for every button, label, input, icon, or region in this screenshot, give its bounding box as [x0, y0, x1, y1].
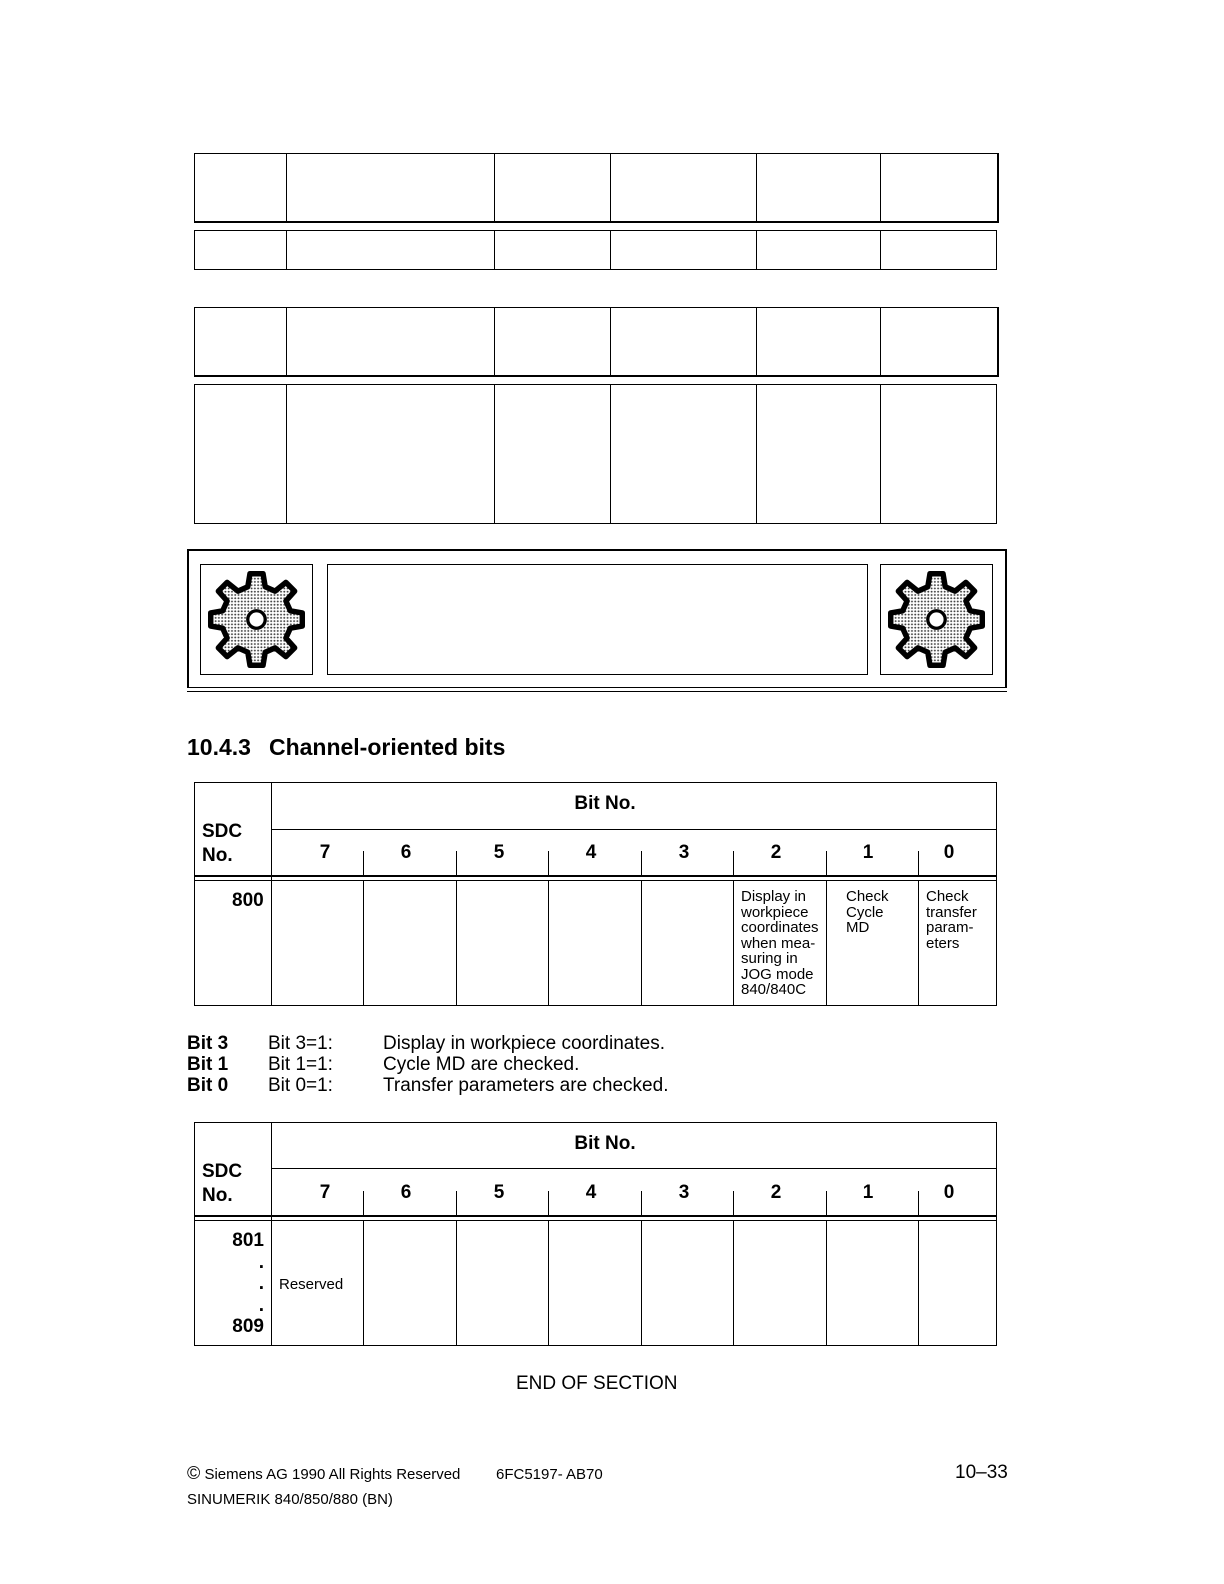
bit7-reserved: Reserved — [279, 1276, 344, 1293]
section-heading — [187, 734, 505, 761]
bit-header-2: 2 — [770, 842, 782, 863]
sdc-label: SDC No. — [202, 821, 243, 866]
bit-header-3: 3 — [678, 842, 690, 863]
section-title: Channel-oriented bits — [268, 734, 506, 760]
bit-header-5: 5 — [493, 1182, 505, 1203]
page-number: 10–33 — [955, 1462, 1008, 1483]
sdc-label: SDC No. — [202, 1161, 243, 1206]
bit-header-0: 0 — [943, 842, 955, 863]
note-text-area — [327, 564, 868, 675]
copyright-text: Siemens AG 1990 All Rights Reserved — [204, 1466, 461, 1483]
bit-header-5: 5 — [493, 842, 505, 863]
copyright-symbol: © — [187, 1463, 201, 1483]
bit0-description: Check transfer param- eters — [926, 888, 977, 952]
bit-no-header: Bit No. — [574, 793, 636, 814]
bit-header-4: 4 — [585, 842, 597, 863]
bit-no-header: Bit No. — [574, 1133, 636, 1154]
gear-icon — [201, 565, 312, 674]
bit-header-7: 7 — [319, 842, 331, 863]
bit1-description: Check Cycle MD — [846, 888, 889, 936]
product-name: SINUMERIK 840/850/880 (BN) — [187, 1491, 393, 1508]
sdc-number: 800 — [232, 890, 264, 911]
bit-header-2: 2 — [770, 1182, 782, 1203]
end-of-section: END OF SECTION — [516, 1373, 678, 1394]
left-gear-frame — [200, 564, 313, 675]
bit2-description: Display in workpiece coordinates when mea- suring in JOG mode 840/840C — [741, 888, 819, 998]
right-gear-frame — [880, 564, 993, 675]
copyright-line — [187, 1463, 460, 1484]
bit-header-6: 6 — [400, 1182, 412, 1203]
bit-header-7: 7 — [319, 1182, 331, 1203]
section-number: 10.4.3 — [187, 734, 251, 760]
bit-header-3: 3 — [678, 1182, 690, 1203]
bit-header-0: 0 — [943, 1182, 955, 1203]
bit-header-1: 1 — [862, 842, 874, 863]
gear-icon — [881, 565, 992, 674]
bit-header-4: 4 — [585, 1182, 597, 1203]
sdc-range: 801 . . . 809 — [232, 1230, 264, 1337]
order-number: 6FC5197- AB70 — [496, 1466, 603, 1483]
bit-header-6: 6 — [400, 842, 412, 863]
bit-header-1: 1 — [862, 1182, 874, 1203]
